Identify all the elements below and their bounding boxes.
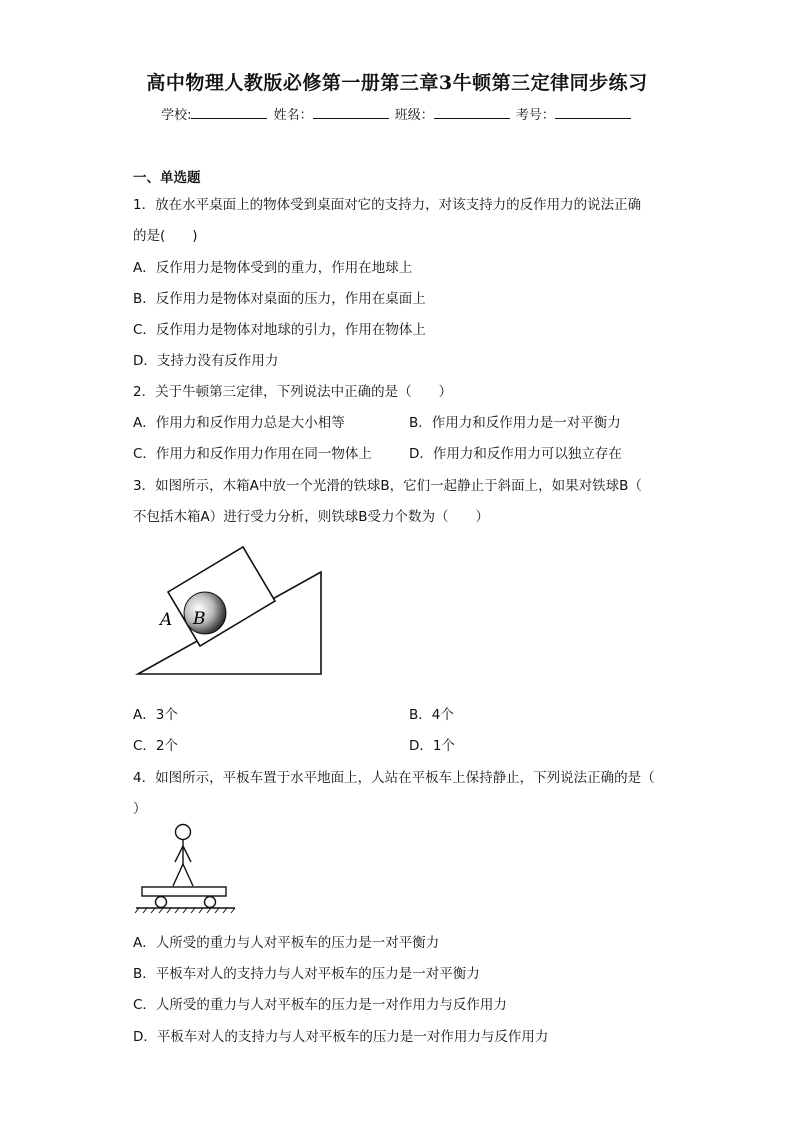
q2-option-d[interactable]: D．作用力和反作用力可以独立存在: [409, 446, 622, 462]
stick-person: [173, 825, 193, 887]
q4-option-d[interactable]: D．平板车对人的支持力与人对平板车的压力是一对作用力与反作用力: [133, 1029, 549, 1045]
box-a: [168, 547, 275, 646]
q3-stem-line1: 3．如图所示，木箱A中放一个光滑的铁球B，它们一起静止于斜面上，如果对铁球B（: [133, 478, 642, 494]
label-b: B: [193, 609, 206, 629]
cart-wheel-right: [205, 897, 216, 908]
name-label: 姓名：: [273, 108, 313, 123]
q1-option-c[interactable]: C．反作用力是物体对地球的引力，作用在物体上: [133, 322, 426, 338]
q3-option-d[interactable]: D．1个: [409, 738, 455, 754]
q3-option-c[interactable]: C．2个: [133, 738, 179, 754]
incline-box-ball-figure: [133, 540, 333, 682]
student-info-line: [0, 104, 794, 123]
cart-board: [142, 887, 226, 896]
q3-option-b[interactable]: B．4个: [409, 707, 454, 723]
q3-option-a[interactable]: A．3个: [133, 707, 178, 723]
q1-option-a[interactable]: A．反作用力是物体受到的重力，作用在地球上: [133, 260, 413, 276]
name-blank[interactable]: [313, 106, 389, 119]
school-blank[interactable]: [191, 106, 267, 119]
person-on-cart-figure: [133, 818, 241, 916]
q1-option-d[interactable]: D．支持力没有反作用力: [133, 353, 279, 369]
q1-stem-line2: 的是( ): [133, 228, 198, 244]
q4-option-a[interactable]: A．人所受的重力与人对平板车的压力是一对平衡力: [133, 935, 440, 951]
exam-no-label: 考号：: [515, 108, 555, 123]
exam-no-blank[interactable]: [555, 106, 631, 119]
q2-stem: 2．关于牛顿第三定律，下列说法中正确的是（ ）: [133, 384, 453, 400]
q1-option-b[interactable]: B．反作用力是物体对桌面的压力，作用在桌面上: [133, 291, 426, 307]
class-blank[interactable]: [434, 106, 510, 119]
q2-option-b[interactable]: B．作用力和反作用力是一对平衡力: [409, 415, 621, 431]
q3-stem-line2: 不包括木箱A）进行受力分析，则铁球B受力个数为（ ）: [133, 509, 489, 525]
q4-option-c[interactable]: C．人所受的重力与人对平板车的压力是一对作用力与反作用力: [133, 997, 507, 1013]
q4-stem-line1: 4．如图所示，平板车置于水平地面上，人站在平板车上保持静止，下列说法正确的是（: [133, 770, 655, 786]
school-label: 学校:: [161, 108, 192, 123]
section-title: 一、单选题: [133, 170, 201, 186]
cart-wheel-left: [156, 897, 167, 908]
q2-option-c[interactable]: C．作用力和反作用力作用在同一物体上: [133, 446, 372, 462]
q2-option-a[interactable]: A．作用力和反作用力总是大小相等: [133, 415, 345, 431]
q4-option-b[interactable]: B．平板车对人的支持力与人对平板车的压力是一对平衡力: [133, 966, 480, 982]
class-label: 班级：: [394, 108, 434, 123]
ground-hatching: [135, 908, 235, 913]
page-title: 高中物理人教版必修第一册第三章3牛顿第三定律同步练习: [146, 72, 648, 94]
q1-stem-line1: 1．放在水平桌面上的物体受到桌面对它的支持力，对该支持力的反作用力的说法正确: [133, 197, 642, 213]
label-a: A: [160, 610, 173, 630]
q4-stem-line2: ）: [133, 801, 147, 817]
